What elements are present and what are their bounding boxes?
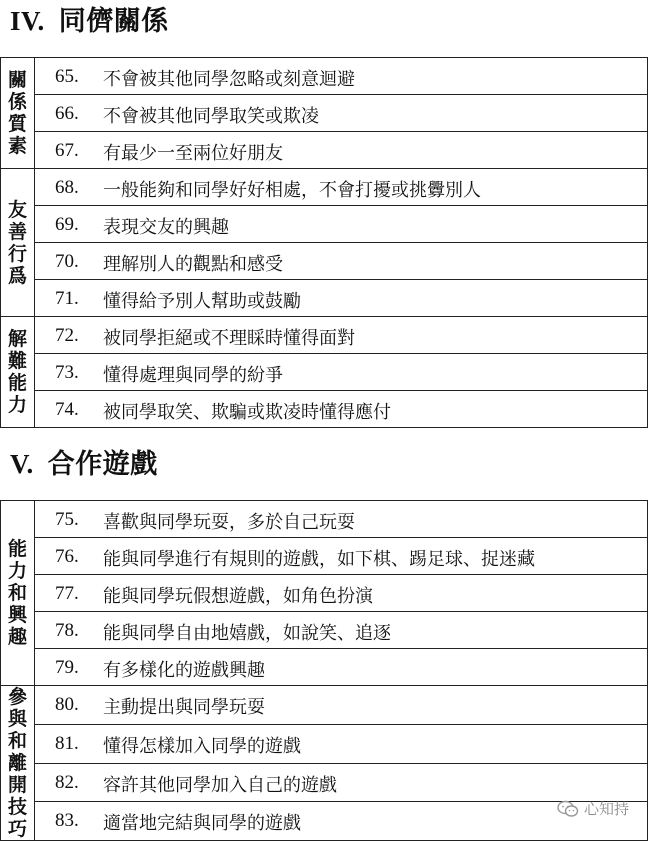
item-number: 68. xyxy=(55,177,79,198)
item-cell xyxy=(35,132,648,169)
item-text: 懂得怎樣加入同學的遊戲 xyxy=(103,735,301,757)
item-row xyxy=(1,501,648,538)
section-number: V. xyxy=(10,449,34,479)
item-number: 71. xyxy=(55,288,79,309)
item-cell xyxy=(35,317,648,354)
item-number: 80. xyxy=(55,694,79,715)
watermark xyxy=(557,798,629,819)
item-row xyxy=(1,612,648,649)
item-cell xyxy=(35,58,648,95)
item-cell xyxy=(35,501,648,538)
item-row xyxy=(1,538,648,575)
item-text: 一般能夠和同學好好相處，不會打擾或挑釁別人 xyxy=(103,180,481,201)
section-iv-heading xyxy=(10,8,169,35)
item-text: 喜歡與同學玩耍，多於自己玩耍 xyxy=(103,512,355,533)
section-title: 同儕關係 xyxy=(58,6,169,37)
item-text: 被同學拒絕或不理睬時懂得面對 xyxy=(103,328,355,349)
item-number: 82. xyxy=(55,771,79,793)
item-row xyxy=(1,763,648,802)
item-cell xyxy=(35,686,648,725)
item-number: 65. xyxy=(55,66,79,87)
category-text: 參與和離開技巧 xyxy=(7,686,27,840)
item-row xyxy=(1,243,648,280)
item-text: 懂得給予別人幫助或鼓勵 xyxy=(103,291,301,312)
category-label xyxy=(1,501,35,686)
item-number: 83. xyxy=(55,810,79,832)
item-text: 能與同學自由地嬉戲，如說笑、追逐 xyxy=(103,623,391,644)
item-row xyxy=(1,132,648,169)
item-text: 能與同學進行有規則的遊戲，如下棋、踢足球、捉迷藏 xyxy=(103,549,535,570)
item-row xyxy=(1,354,648,391)
item-cell xyxy=(35,649,648,686)
item-cell xyxy=(35,724,648,763)
category-label xyxy=(1,317,35,428)
item-number: 75. xyxy=(55,509,79,530)
item-number: 66. xyxy=(55,103,79,124)
item-number: 74. xyxy=(55,399,79,420)
item-number: 70. xyxy=(55,251,79,272)
item-row xyxy=(1,575,648,612)
category-label xyxy=(1,686,35,841)
item-text: 能與同學玩假想遊戲，如角色扮演 xyxy=(103,586,373,607)
item-text: 適當地完結與同學的遊戲 xyxy=(103,813,301,835)
item-cell xyxy=(35,95,648,132)
item-text: 不會被其他同學取笑或欺凌 xyxy=(103,106,319,127)
category-text: 解難能力 xyxy=(7,328,27,416)
item-cell xyxy=(35,243,648,280)
item-cell xyxy=(35,538,648,575)
watermark-text: 心知持 xyxy=(583,800,629,818)
item-number: 69. xyxy=(55,214,79,235)
peer-relations-table xyxy=(0,57,648,428)
item-number: 81. xyxy=(55,732,79,754)
item-number: 72. xyxy=(55,325,79,346)
section-v-heading xyxy=(10,451,158,478)
item-cell xyxy=(35,354,648,391)
item-text: 懂得處理與同學的紛爭 xyxy=(103,365,283,386)
item-number: 73. xyxy=(55,362,79,383)
category-label xyxy=(1,58,35,169)
item-number: 77. xyxy=(55,583,79,604)
item-cell xyxy=(35,763,648,802)
item-text: 容許其他同學加入自己的遊戲 xyxy=(103,774,337,796)
category-label xyxy=(1,169,35,317)
item-row xyxy=(1,317,648,354)
cooperative-play-table xyxy=(0,500,648,841)
item-row xyxy=(1,169,648,206)
item-row xyxy=(1,686,648,725)
item-text: 主動提出與同學玩耍 xyxy=(103,697,265,718)
section-title: 合作遊戲 xyxy=(47,449,158,480)
item-cell xyxy=(35,802,648,841)
item-cell xyxy=(35,575,648,612)
item-text: 被同學取笑、欺騙或欺凌時懂得應付 xyxy=(103,402,391,423)
item-row xyxy=(1,649,648,686)
item-text: 有多樣化的遊戲興趣 xyxy=(103,660,265,681)
category-text: 能力和興趣 xyxy=(7,538,27,648)
item-row xyxy=(1,724,648,763)
item-row xyxy=(1,802,648,841)
item-text: 不會被其他同學忽略或刻意迴避 xyxy=(103,69,355,90)
item-row xyxy=(1,280,648,317)
item-cell xyxy=(35,280,648,317)
item-row xyxy=(1,206,648,243)
item-text: 表現交友的興趣 xyxy=(103,217,229,238)
item-row xyxy=(1,95,648,132)
item-number: 79. xyxy=(55,657,79,678)
item-number: 76. xyxy=(55,546,79,567)
category-text: 友善行爲 xyxy=(7,198,27,287)
item-cell xyxy=(35,612,648,649)
item-row xyxy=(1,58,648,95)
section-number: IV. xyxy=(10,6,45,36)
wechat-icon xyxy=(557,800,579,818)
item-cell xyxy=(35,206,648,243)
item-text: 有最少一至兩位好朋友 xyxy=(103,143,283,164)
category-text: 關係質素 xyxy=(7,69,27,157)
item-row xyxy=(1,391,648,428)
item-cell xyxy=(35,391,648,428)
item-number: 78. xyxy=(55,620,79,641)
item-cell xyxy=(35,169,648,206)
item-text: 理解別人的觀點和感受 xyxy=(103,254,283,275)
item-number: 67. xyxy=(55,140,79,161)
